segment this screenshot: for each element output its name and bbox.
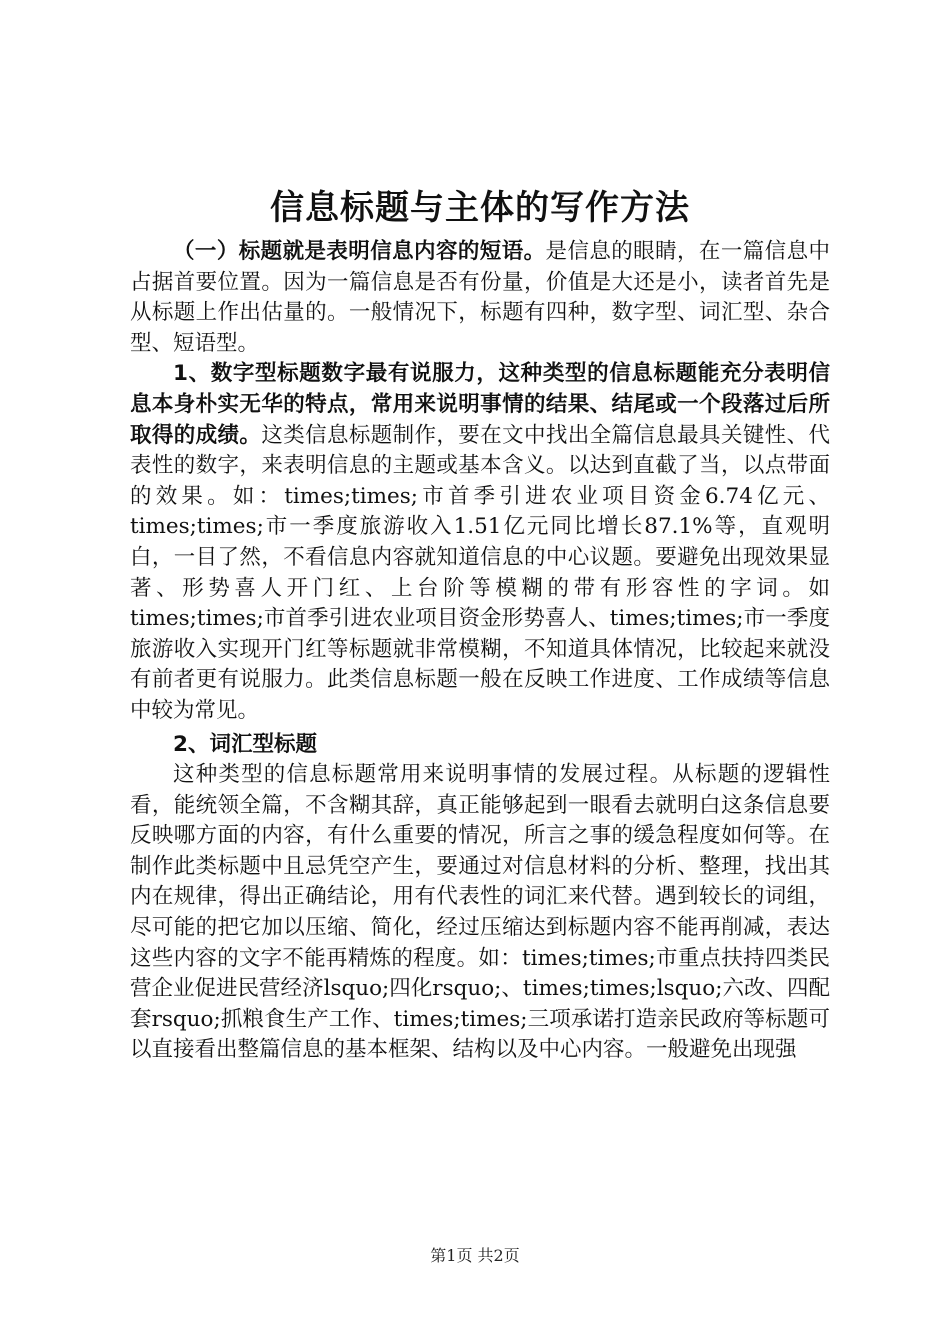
paragraph-numeric-title [130,359,830,726]
paragraph-text: 是信息的眼睛，在一篇信息中占据首要位置。因为一篇信息是否有份量，价值是大还是小，读者首先是从标题上作出估量的。一般情况下，标题有四种，数字型、词汇型、杂合型、短语型。 [130,239,830,356]
document-body [130,237,830,1066]
page-footer: 第1页 共2页 [430,1246,520,1265]
section-heading-vocabulary-title: 2、词汇型标题 [173,731,317,757]
paragraph-text: 这类信息标题制作，要在文中找出全篇信息最具关键性、代表性的数字，来表明信息的主题或基本含义。以达到直截了当，以点带面的效果。如：times;times;市首季引进农业项目资金6.74亿元、times;times;市一季度旅游收入1.51亿元同比增长87.1%等，直观明白，一目了然，不看信息内容就知道信息的中心议题。要避免出现效果显著、形势喜人开门红、上台阶等模糊的带有形容性的字词。如times;times;市首季引进农业项目资金形势喜人、times;times;市一季度旅游收入实现开门红等标题就非常模糊，不知道具体情况，比较起来就没有前者更有说服力。此类信息标题一般在反映工作进度、工作成绩等信息中较为常见。 [130,422,830,723]
paragraph-vocabulary-title: 这种类型的信息标题常用来说明事情的发展过程。从标题的逻辑性看，能统领全篇，不含糊其辞，真正能够起到一眼看去就明白这条信息要反映哪方面的内容，有什么重要的情况，所言之事的缓急程度如何等。在制作此类标题中且忌凭空产生，要通过对信息材料的分析、整理，找出其内在规律，得出正确结论，用有代表性的词汇来代替。遇到较长的词组，尽可能的把它加以压缩、简化，经过压缩达到标题内容不能再削减，表达这些内容的文字不能再精炼的程度。如：times;times;市重点扶持四类民营企业促进民营经济lsquo;四化rsquo;、times;times;lsquo;六改、四配套rsquo;抓粮食生产工作、times;times;三项承诺打造亲民政府等标题可以直接看出整篇信息的基本框架、结构以及中心内容。一般避免出现强 [130,762,830,1063]
paragraph-lead-bold: 1、数字型标题数字最有说服力，这种类型的信息标题能充分表明信息本身朴实无华的特点，常用来说明事情的结果、结尾或一个段落过后所取得的成绩。 [130,361,830,448]
paragraph-title-definition [130,237,830,359]
paragraph-lead-bold: （一）标题就是表明信息内容的短语。 [173,239,546,264]
document-title: 信息标题与主体的写作方法 [270,188,690,228]
